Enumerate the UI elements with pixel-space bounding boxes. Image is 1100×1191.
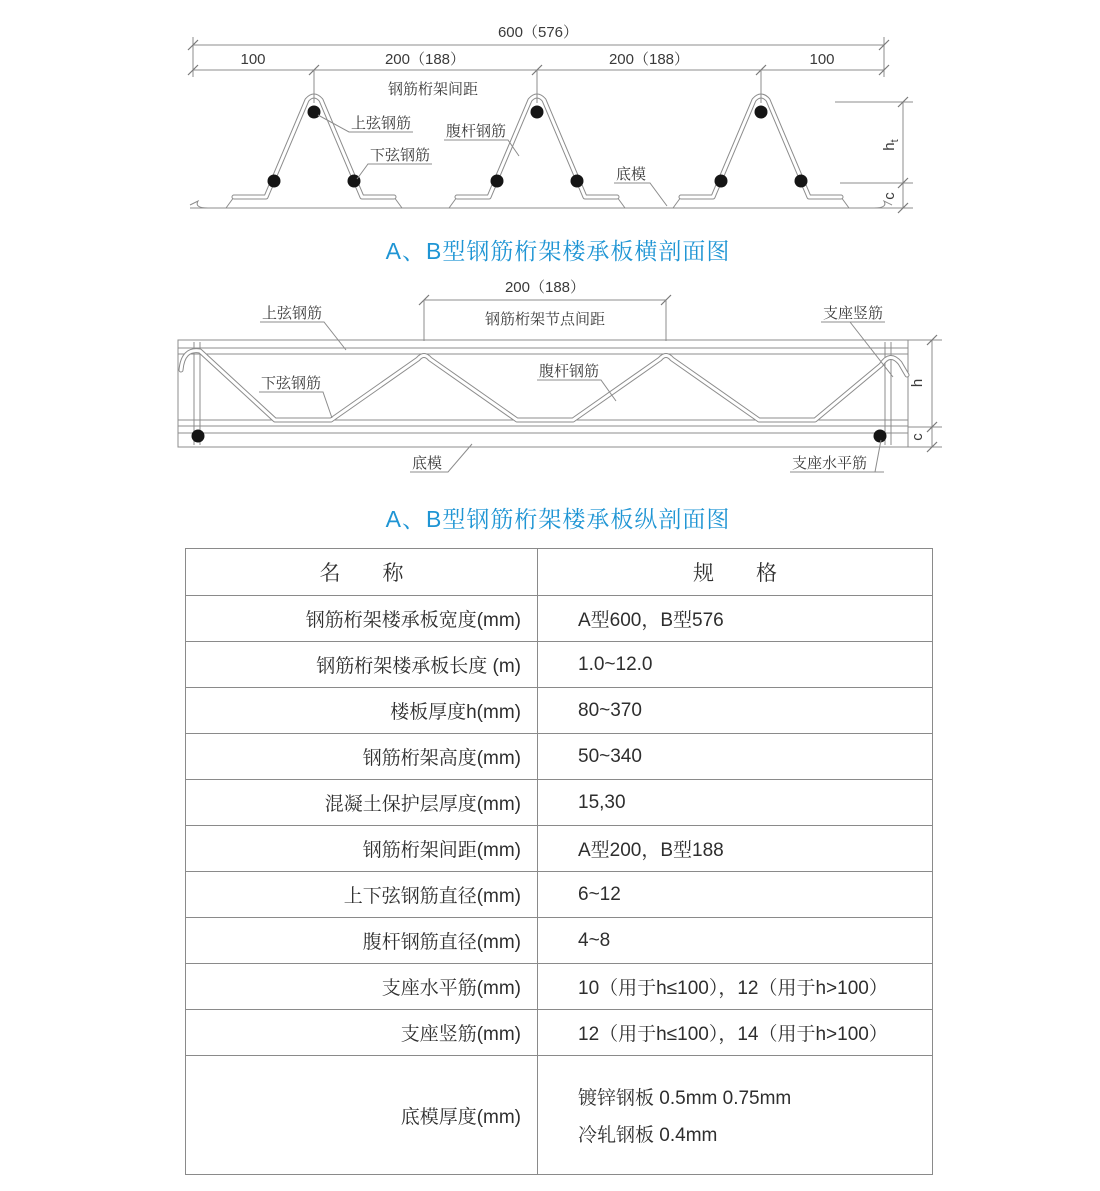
spec-table	[185, 548, 933, 1175]
spec-cell: A型200，B型188	[538, 826, 933, 872]
dim-100-right: 100	[809, 51, 835, 68]
dim-h-label: h	[909, 378, 926, 388]
deck-label: 底模	[616, 166, 647, 183]
leader-lines	[259, 322, 893, 472]
spec-line-1: 镀锌钢板 0.5mm 0.75mm	[578, 1088, 792, 1109]
support-bar-dot-right	[874, 430, 887, 443]
longitudinal-section-diagram	[150, 275, 950, 490]
truss-spacing-note: 钢筋桁架间距	[387, 81, 479, 98]
cross-section-title: A、B型钢筋桁架楼承板横剖面图	[385, 238, 731, 264]
table-row	[186, 734, 933, 780]
support-vertical-label: 支座竖筋	[823, 305, 884, 322]
bottom-chord-label: 下弦钢筋	[261, 375, 322, 392]
table-row	[186, 918, 933, 964]
name-cell: 钢筋桁架楼承板长度 (m)	[186, 642, 538, 688]
name-cell: 钢筋桁架楼承板宽度(mm)	[186, 596, 538, 642]
dim-200-right: 200（188）	[608, 51, 690, 68]
table-row	[186, 872, 933, 918]
spec-cell: 80~370	[538, 688, 933, 734]
dim-c-label: c	[909, 433, 926, 441]
dim-100-left: 100	[240, 51, 266, 68]
spec-cell: 10（用于h≤100），12（用于h>100）	[538, 964, 933, 1010]
name-cell: 支座竖筋(mm)	[186, 1010, 538, 1056]
spec-cell: 4~8	[538, 918, 933, 964]
name-cell: 支座水平筋(mm)	[186, 964, 538, 1010]
node-spacing-dim: 200（188）	[504, 279, 586, 296]
top-chord-label: 上弦钢筋	[262, 305, 323, 322]
dimension-lines	[188, 37, 889, 103]
height-dimension	[835, 97, 913, 213]
name-cell: 混凝土保护层厚度(mm)	[186, 780, 538, 826]
name-cell: 钢筋桁架间距(mm)	[186, 826, 538, 872]
spec-cell: 50~340	[538, 734, 933, 780]
deck-sheet	[190, 201, 892, 208]
spec-cell: 12（用于h≤100），14（用于h>100）	[538, 1010, 933, 1056]
spec-cell: 6~12	[538, 872, 933, 918]
support-horizontal-label: 支座水平筋	[792, 455, 868, 472]
spec-cell: 1.0~12.0	[538, 642, 933, 688]
support-bar-dot-left	[192, 430, 205, 443]
table-row	[186, 1056, 933, 1175]
table-row	[186, 826, 933, 872]
node-spacing-note: 钢筋桁架节点间距	[484, 311, 606, 328]
name-cell: 楼板厚度h(mm)	[186, 688, 538, 734]
dim-c-label: c	[881, 192, 898, 200]
name-cell: 腹杆钢筋直径(mm)	[186, 918, 538, 964]
table-row	[186, 780, 933, 826]
spec-header: 规 格	[538, 549, 933, 596]
name-header: 名 称	[186, 549, 538, 596]
web-bar-label: 腹杆钢筋	[446, 123, 507, 140]
name-cell: 底模厚度(mm)	[186, 1056, 538, 1175]
spec-cell: A型600，B型576	[538, 596, 933, 642]
dim-ht-label: $h_t$	[881, 139, 901, 151]
table-header-row	[186, 549, 933, 596]
support-vertical-bars	[194, 342, 891, 445]
table-row	[186, 688, 933, 734]
spec-cell	[538, 1056, 933, 1175]
table-row	[186, 964, 933, 1010]
name-cell: 上下弦钢筋直径(mm)	[186, 872, 538, 918]
dim-200-left: 200（188）	[384, 51, 466, 68]
dim-total: 600（576）	[497, 24, 579, 41]
panel-outline	[178, 340, 908, 447]
spec-cell: 15,30	[538, 780, 933, 826]
longitudinal-section-title: A、B型钢筋桁架楼承板纵剖面图	[385, 506, 731, 532]
bottom-chord-label: 下弦钢筋	[370, 147, 431, 164]
table-row	[186, 1010, 933, 1056]
cross-section-diagram	[150, 15, 950, 225]
top-chord-label: 上弦钢筋	[351, 115, 412, 132]
deck-label: 底模	[412, 455, 443, 472]
web-bar-label: 腹杆钢筋	[539, 363, 600, 380]
truss-3	[673, 96, 849, 208]
truss-2	[449, 96, 625, 208]
spec-line-2: 冷轧钢板 0.4mm	[578, 1125, 718, 1146]
name-cell: 钢筋桁架高度(mm)	[186, 734, 538, 780]
table-row	[186, 642, 933, 688]
table-row	[186, 596, 933, 642]
